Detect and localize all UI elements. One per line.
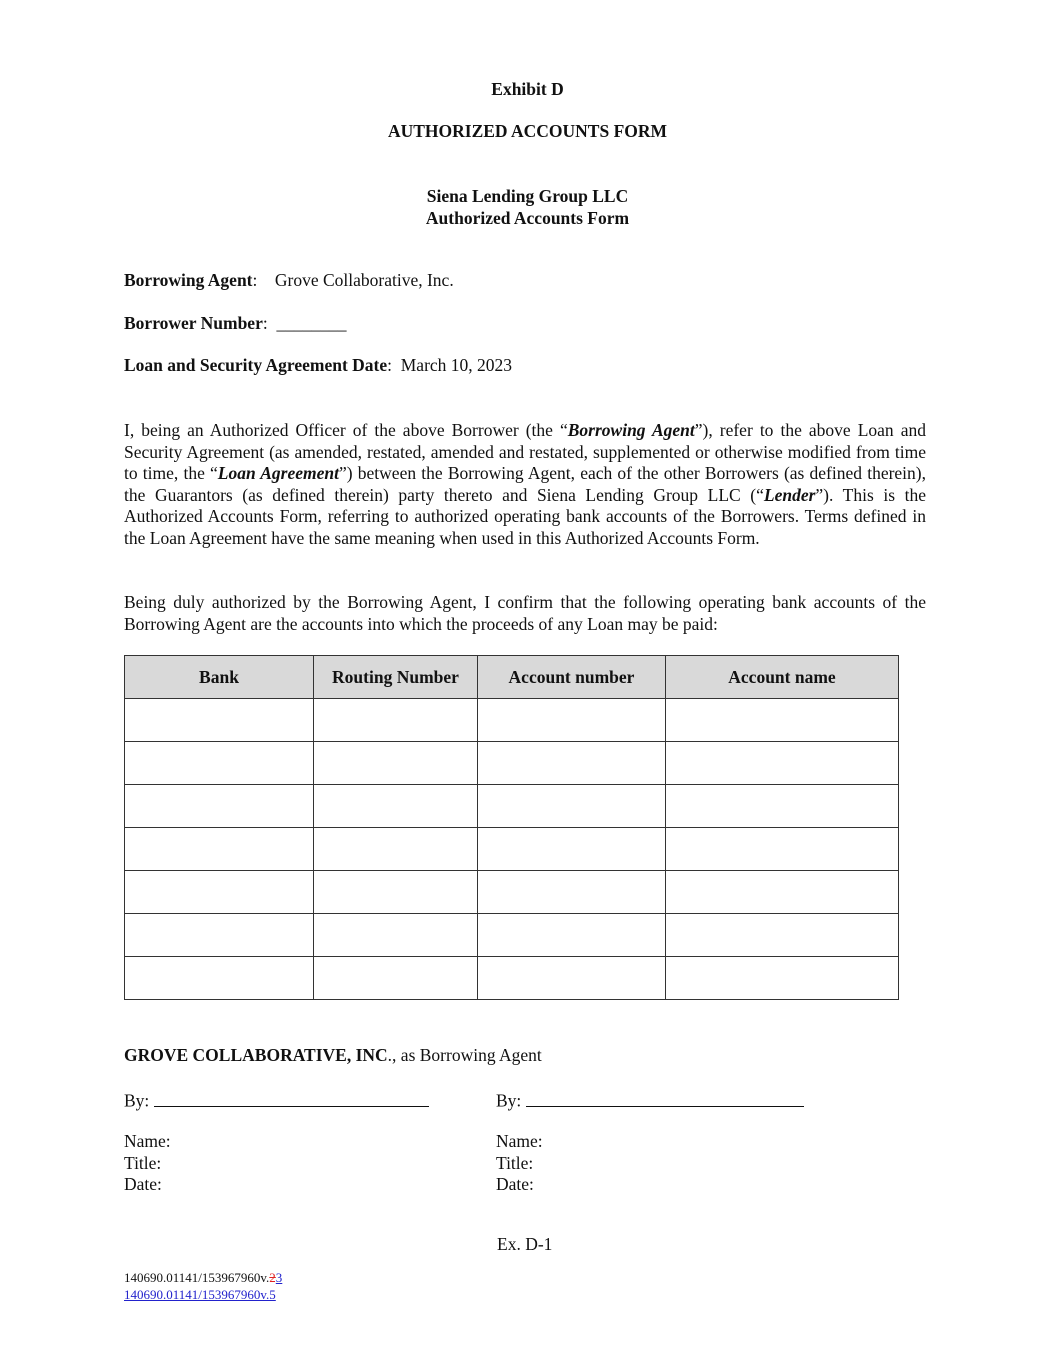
- table-row: [125, 742, 899, 785]
- intro-paragraph: [124, 420, 926, 550]
- cell-account-number[interactable]: [478, 914, 666, 957]
- cell-bank[interactable]: [125, 742, 314, 785]
- defined-term-loan-agreement: Loan Agreement: [217, 463, 339, 484]
- signer-details-left: [124, 1131, 171, 1196]
- name-label: Name:: [124, 1131, 171, 1151]
- document-reference: [124, 1270, 282, 1286]
- cell-account-name[interactable]: [666, 785, 899, 828]
- page-number: Ex. D-1: [497, 1234, 553, 1254]
- cell-account-number[interactable]: [478, 742, 666, 785]
- defined-term-borrowing-agent: Borrowing Agent: [567, 420, 695, 440]
- title-label: Title:: [124, 1152, 162, 1173]
- cell-account-number[interactable]: [478, 785, 666, 828]
- cell-bank[interactable]: [125, 785, 314, 828]
- intro-text-1: I, being an Authorized Officer of the above Borrower (the “: [124, 420, 568, 440]
- cell-account-number[interactable]: [478, 871, 666, 914]
- cell-account-number[interactable]: [478, 828, 666, 871]
- cell-account-number[interactable]: [478, 957, 666, 1000]
- signer-details-right: [496, 1131, 543, 1196]
- cell-bank[interactable]: [125, 957, 314, 1000]
- cell-account-name[interactable]: [666, 742, 899, 785]
- cell-routing[interactable]: [314, 871, 478, 914]
- name-label: Name:: [496, 1131, 543, 1151]
- date-label: Date:: [124, 1174, 162, 1195]
- table-row: [125, 871, 899, 914]
- cell-bank[interactable]: [125, 828, 314, 871]
- doc-ref-prefix: 140690.01141/153967960v.: [124, 1270, 270, 1285]
- signature-block-right: [496, 1088, 804, 1112]
- cell-routing[interactable]: [314, 828, 478, 871]
- cell-routing[interactable]: [314, 914, 478, 957]
- table-row: [125, 699, 899, 742]
- title-label: Title:: [496, 1152, 534, 1173]
- lender-name: Siena Lending Group LLC: [426, 186, 629, 206]
- table-row: [125, 828, 899, 871]
- deleted-version: 2: [269, 1270, 276, 1285]
- cell-bank[interactable]: [125, 871, 314, 914]
- signature-line[interactable]: [154, 1088, 429, 1107]
- cell-account-name[interactable]: [666, 828, 899, 871]
- form-subtitle: Authorized Accounts Form: [425, 208, 630, 228]
- signature-entity-name: GROVE COLLABORATIVE, INC: [124, 1045, 388, 1065]
- cell-account-number[interactable]: [478, 699, 666, 742]
- defined-term-lender: Lender: [763, 484, 816, 505]
- signature-block-left: [124, 1088, 429, 1112]
- agreement-date-field: Loan and Security Agreement Date: March 10, 2023: [124, 355, 513, 375]
- header-routing-number: Routing Number: [314, 656, 478, 699]
- by-label: By:: [496, 1090, 522, 1111]
- cell-bank[interactable]: [125, 914, 314, 957]
- cell-account-name[interactable]: [666, 957, 899, 1000]
- cell-routing[interactable]: [314, 957, 478, 1000]
- cell-bank[interactable]: [125, 699, 314, 742]
- agreement-date-value: March 10, 2023: [400, 355, 513, 375]
- borrowing-agent-field: Borrowing Agent: Grove Collaborative, Inc.: [124, 270, 454, 290]
- cell-routing[interactable]: [314, 742, 478, 785]
- borrower-number-value: ________: [276, 313, 347, 333]
- table-header-row: [125, 656, 899, 699]
- table-row: [125, 914, 899, 957]
- date-label: Date:: [496, 1174, 534, 1195]
- table-row: [125, 957, 899, 1000]
- inserted-version: 3: [275, 1270, 283, 1285]
- intro-text-3: ”) between the Borrowing Agent, each of the other Borrowers (as defined therein), the Guarantors (as defined therein) party thereto and Siena Lending Group LLC (“: [124, 463, 926, 505]
- header-account-number: Account number: [478, 656, 666, 699]
- intro-text-2: ”), refer to the above Loan and Security Agreement (as amended, restated, amended and restated, supplemented or otherwise modified from time to time, the “: [124, 420, 926, 484]
- table-row: [125, 785, 899, 828]
- accounts-table: [124, 655, 899, 1000]
- cell-routing[interactable]: [314, 699, 478, 742]
- cell-account-name[interactable]: [666, 914, 899, 957]
- confirmation-paragraph: Being duly authorized by the Borrowing Agent, I confirm that the following operating bank accounts of the Borrowing Agent are the accounts into which the proceeds of any Loan may be paid:: [124, 592, 926, 634]
- signature-entity: [124, 1045, 542, 1066]
- agreement-date-label: Loan and Security Agreement Date: [124, 355, 388, 375]
- signature-entity-role: ., as Borrowing Agent: [387, 1045, 542, 1065]
- document-reference-new: 140690.01141/153967960v.5: [124, 1287, 276, 1302]
- cell-routing[interactable]: [314, 785, 478, 828]
- cell-account-name[interactable]: [666, 871, 899, 914]
- borrower-number-label: Borrower Number: [124, 313, 263, 333]
- borrowing-agent-value: Grove Collaborative, Inc.: [274, 270, 454, 290]
- header-bank: Bank: [125, 656, 314, 699]
- borrower-number-field: Borrower Number: ________: [124, 313, 347, 333]
- exhibit-label: Exhibit D: [491, 79, 564, 99]
- by-label: By:: [124, 1090, 150, 1111]
- form-heading: AUTHORIZED ACCOUNTS FORM: [387, 121, 668, 141]
- signature-line[interactable]: [526, 1088, 804, 1107]
- cell-account-name[interactable]: [666, 699, 899, 742]
- intro-text-4: ”). This is the Authorized Accounts Form, referring to authorized operating bank accounts of the Borrowers. Terms defined in the Loan Agreement have the same meaning when used in this Authorized Accounts Form.: [124, 484, 926, 548]
- borrowing-agent-label: Borrowing Agent: [124, 270, 253, 290]
- header-account-name: Account name: [666, 656, 899, 699]
